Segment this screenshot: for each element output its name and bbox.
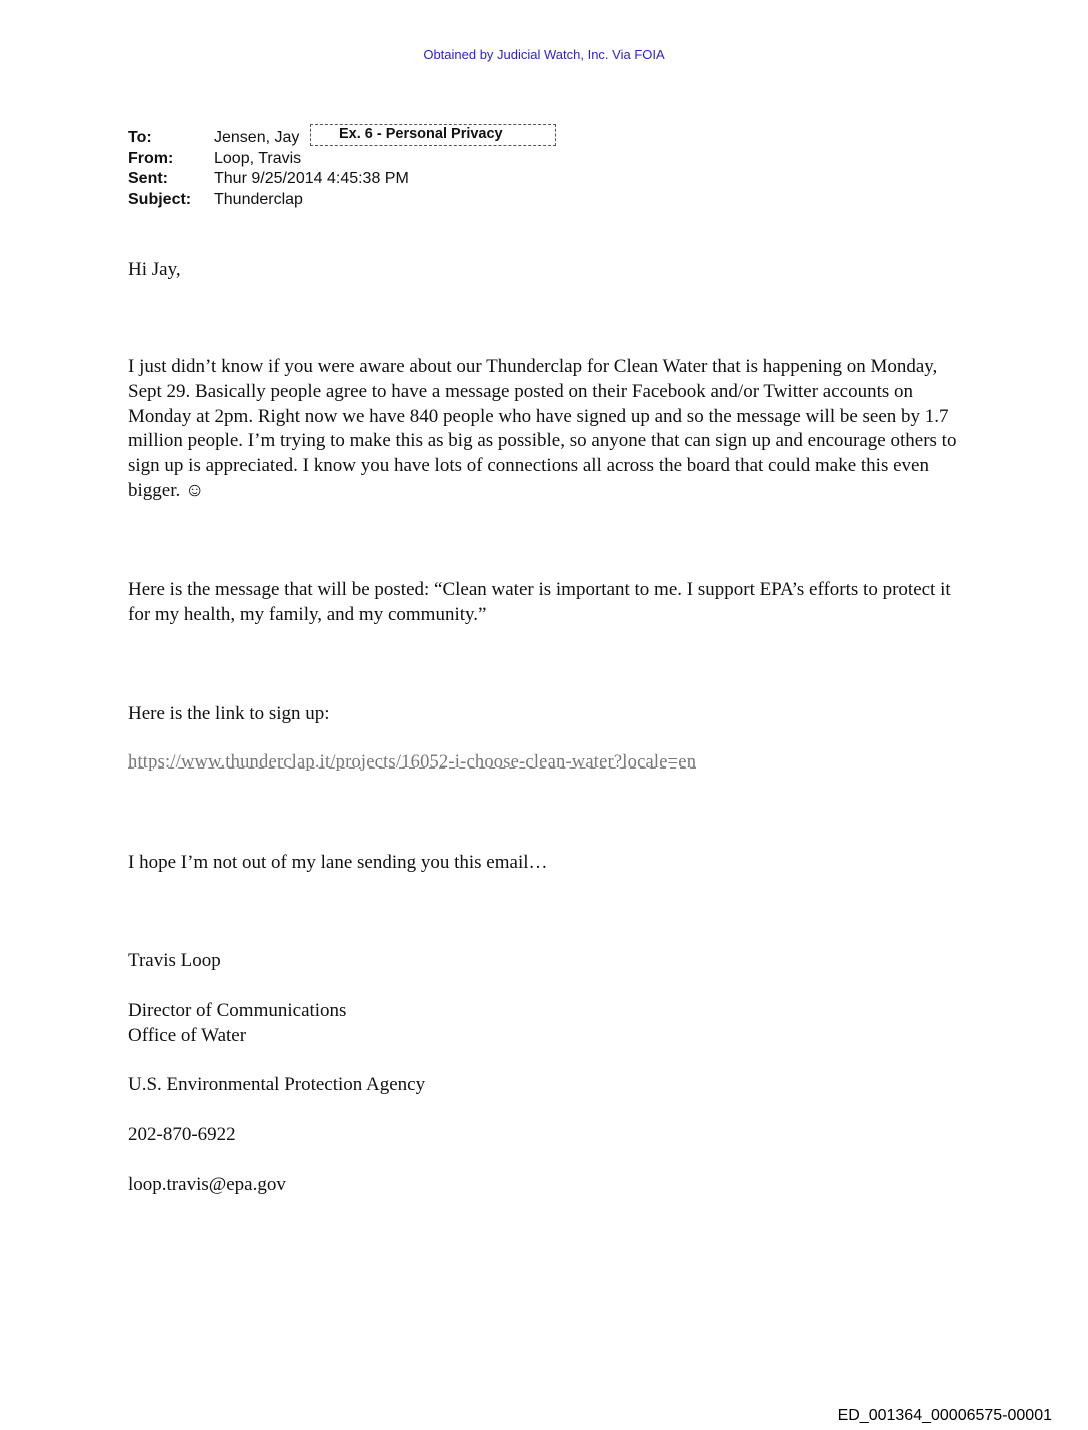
paragraph-link-intro: Here is the link to sign up: bbox=[128, 703, 330, 724]
subject-value: Thunderclap bbox=[214, 190, 303, 208]
greeting: Hi Jay, bbox=[128, 259, 181, 280]
signup-link[interactable]: https://www.thunderclap.it/projects/16052-i-choose-clean-water?locale=en bbox=[128, 752, 697, 772]
signature-title-block bbox=[128, 999, 346, 1049]
email-header bbox=[128, 126, 503, 210]
sent-label: Sent: bbox=[128, 170, 168, 188]
to-label: To: bbox=[128, 129, 152, 147]
signature-phone: 202-870-6922 bbox=[128, 1124, 236, 1145]
to-value bbox=[214, 126, 503, 147]
to-recipient: Jensen, Jay bbox=[214, 129, 300, 147]
from-row bbox=[128, 149, 409, 170]
signature-title: Director of Communications bbox=[128, 1000, 347, 1021]
paragraph-message: Here is the message that will be posted: “Clean water is important to me. I support EPA’s efforts to protect it for my health, my family, and my community.” bbox=[128, 579, 951, 625]
redaction-box: Ex. 6 - Personal Privacy bbox=[310, 124, 556, 146]
foia-banner: Obtained by Judicial Watch, Inc. Via FOIA bbox=[423, 47, 665, 62]
signature-office: Office of Water bbox=[128, 1024, 247, 1046]
from-value: Loop, Travis bbox=[214, 149, 302, 167]
from-label: From: bbox=[128, 149, 174, 167]
subject-row bbox=[128, 190, 409, 211]
sent-row bbox=[128, 169, 409, 190]
bates-number: ED_001364_00006575-00001 bbox=[837, 1407, 1052, 1424]
signature-name: Travis Loop bbox=[128, 950, 221, 971]
sent-value: Thur 9/25/2014 4:45:38 PM bbox=[214, 170, 409, 188]
paragraph-closing: I hope I’m not out of my lane sending you this email… bbox=[128, 852, 548, 873]
signature-email: loop.travis@epa.gov bbox=[128, 1174, 286, 1195]
subject-label: Subject: bbox=[128, 190, 192, 208]
to-row bbox=[128, 126, 503, 149]
signature-agency: U.S. Environmental Protection Agency bbox=[128, 1074, 426, 1095]
paragraph-thunderclap-info: I just didn’t know if you were aware about our Thunderclap for Clean Water that is happening on Monday, Sept 29. Basically people agree to have a message posted on their Facebook and/or Twitter accounts on Monday at 2pm. Right now we have 840 people who have signed up and so the message will be seen by 1.7 million people. I’m trying to make this as big as possible, so anyone that can sign up and encourage others to sign up is appreciated. I know you have lots of connections all across the board that could make this even bigger. ☺ bbox=[128, 356, 957, 501]
